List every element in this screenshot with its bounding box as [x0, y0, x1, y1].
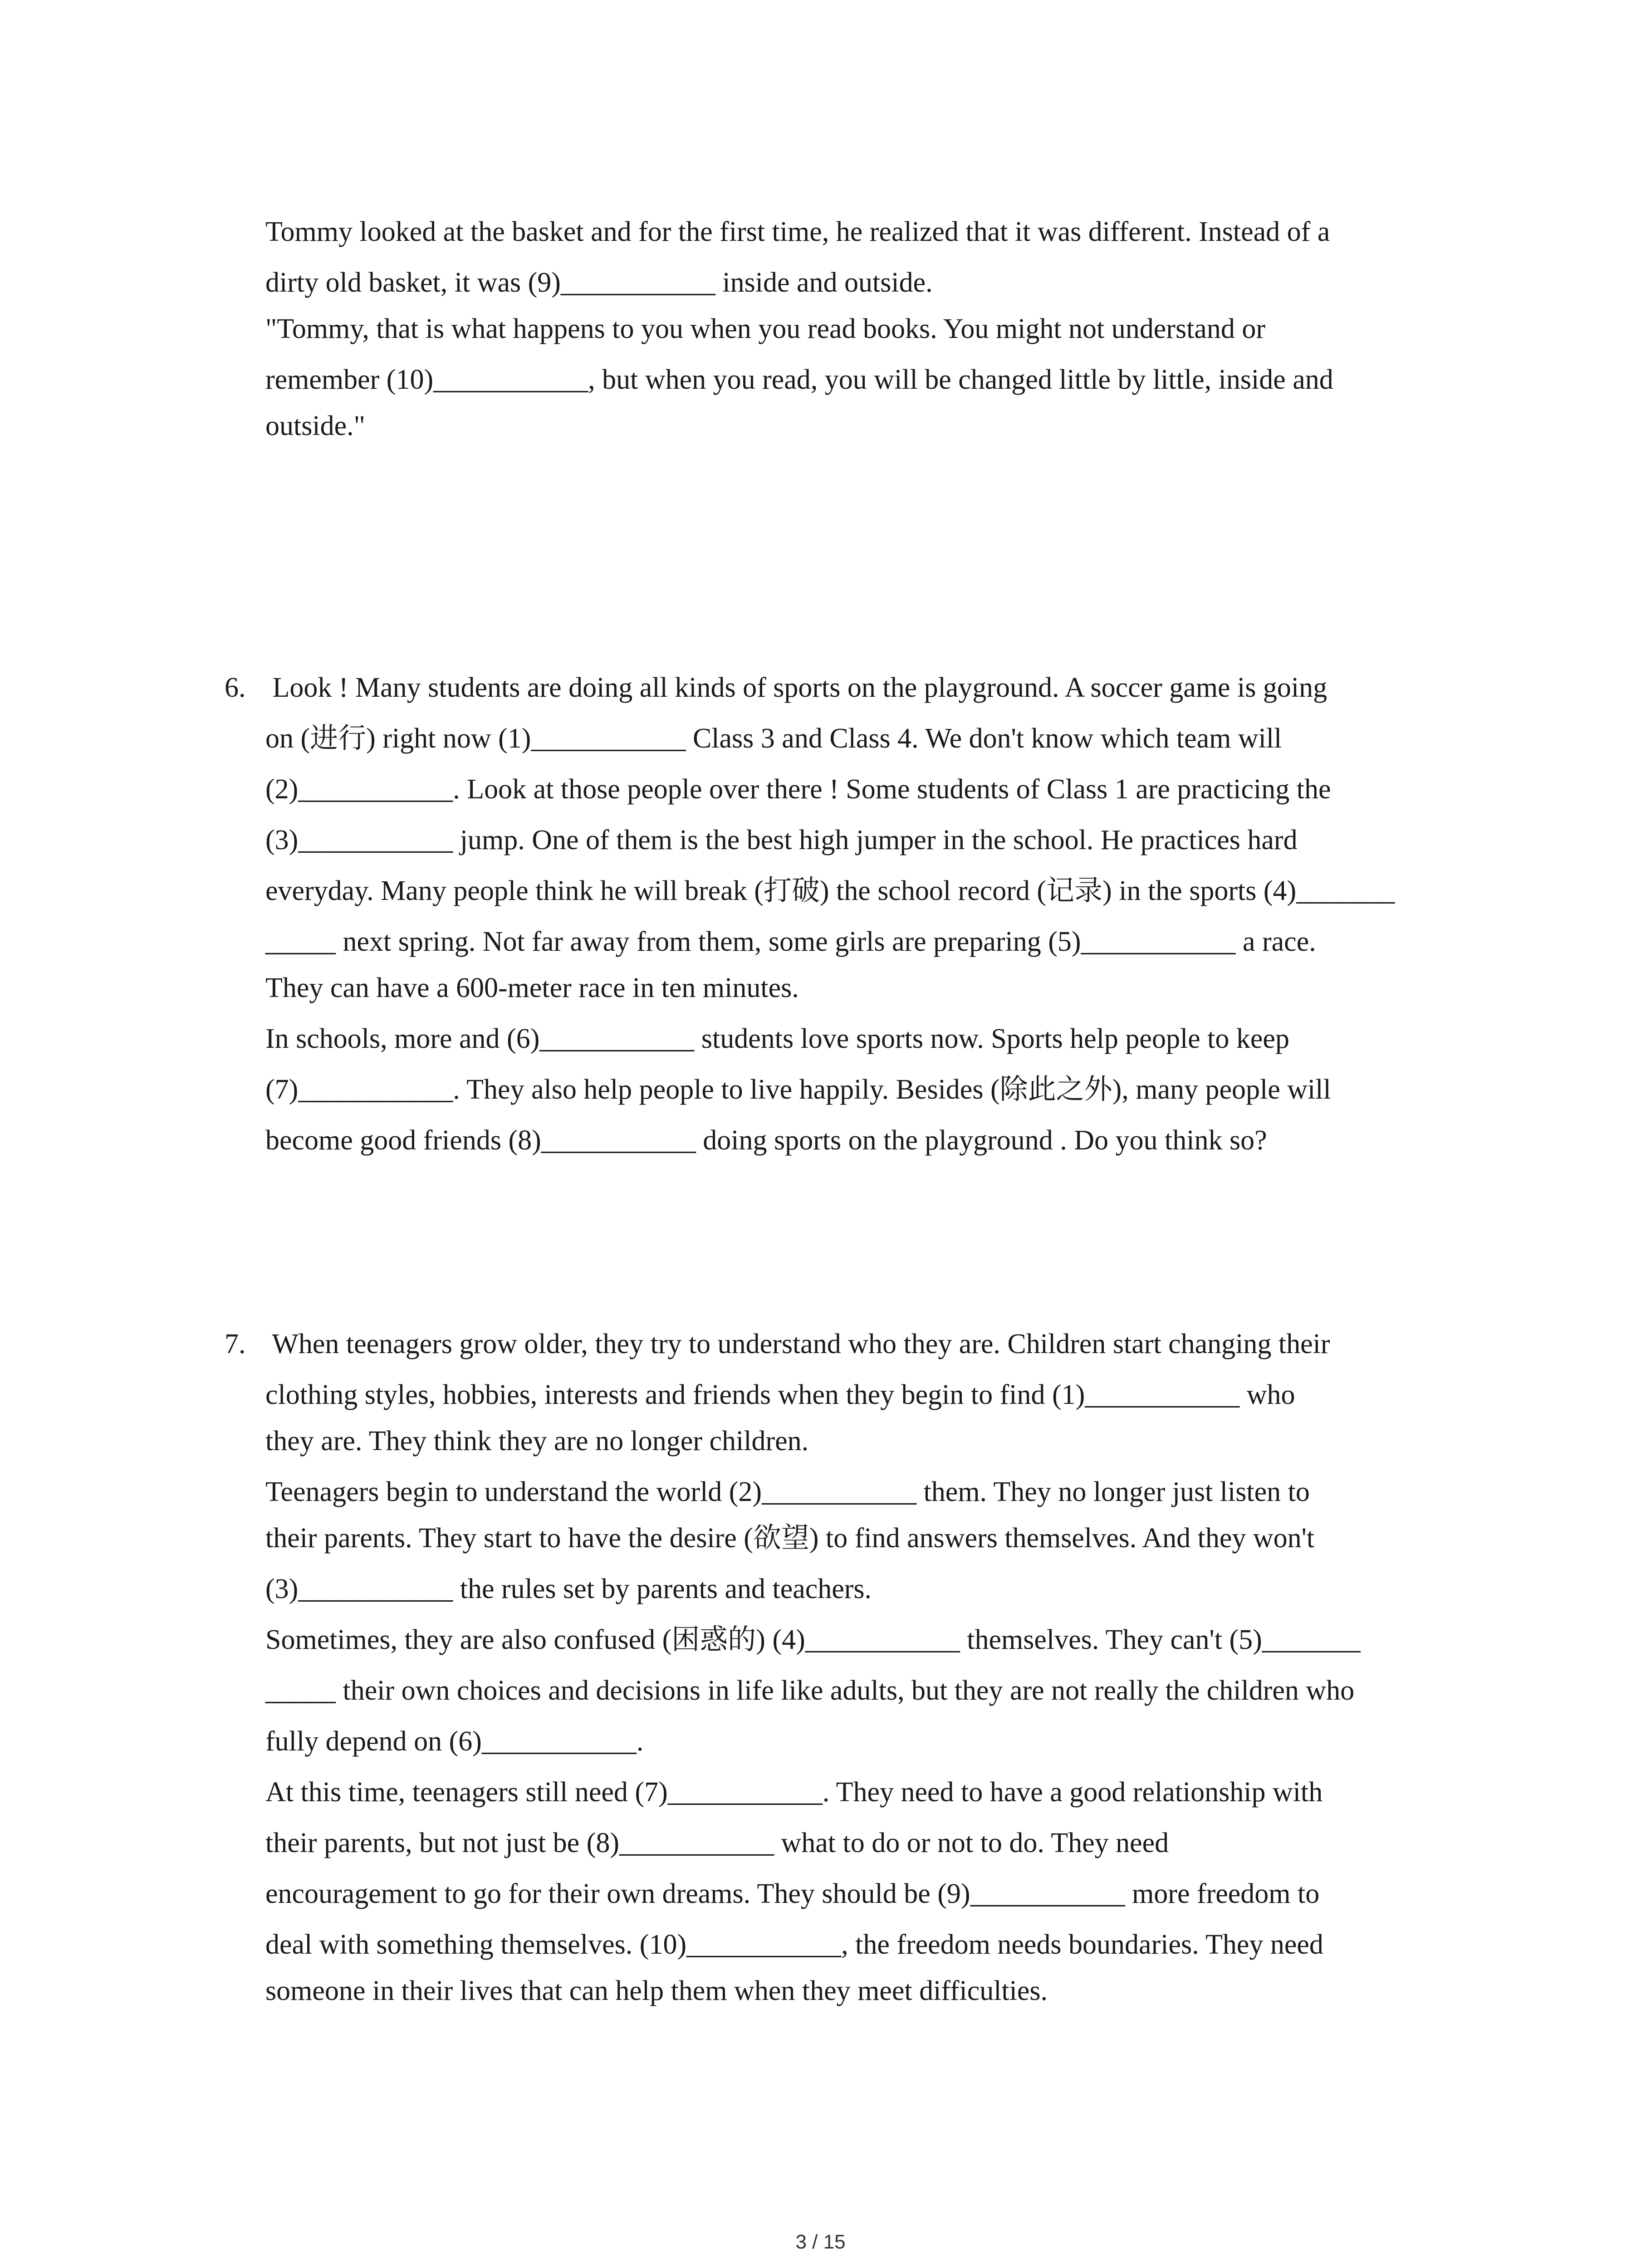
text-line: (2)___________. Look at those people over there ! Some students of Class 1 are practicing the — [265, 774, 1331, 805]
text-line: (7)___________. They also help people to live happily. Besides (除此之外), many people will — [265, 1074, 1331, 1105]
text-line: their parents. They start to have the desire (欲望) to find answers themselves. And they won't — [265, 1523, 1315, 1554]
question-number: 7. — [225, 1329, 246, 1359]
text-line: outside." — [265, 411, 365, 441]
text-line: _____ next spring. Not far away from them, some girls are preparing (5)___________ a race. — [265, 926, 1316, 957]
text-line: fully depend on (6)___________. — [265, 1726, 644, 1757]
text-line: In schools, more and (6)___________ students love sports now. Sports help people to keep — [265, 1023, 1289, 1054]
text-line: their parents, but not just be (8)___________ what to do or not to do. They need — [265, 1828, 1169, 1858]
text-line: _____ their own choices and decisions in life like adults, but they are not really the children who — [265, 1675, 1355, 1706]
text-line: Look ! Many students are doing all kinds of sports on the playground. A soccer game is going — [265, 672, 1327, 703]
page-number: 3 / 15 — [795, 2231, 846, 2253]
text-line: Teenagers begin to understand the world (2)___________ them. They no longer just listen to — [265, 1476, 1310, 1507]
text-line: dirty old basket, it was (9)___________ inside and outside. — [265, 267, 933, 298]
text-line: deal with something themselves. (10)___________, the freedom needs boundaries. They need — [265, 1929, 1323, 1960]
text-line: someone in their lives that can help them when they meet difficulties. — [265, 1975, 1048, 2006]
text-line: clothing styles, hobbies, interests and friends when they begin to find (1)___________ who — [265, 1379, 1295, 1410]
text-line: remember (10)___________, but when you read, you will be changed little by little, inside and — [265, 364, 1333, 395]
text-line: Sometimes, they are also confused (困惑的) (4)___________ themselves. They can't (5)_______ — [265, 1624, 1361, 1655]
text-line: (3)___________ jump. One of them is the best high jumper in the school. He practices hard — [265, 825, 1298, 855]
text-line: encouragement to go for their own dreams. They should be (9)___________ more freedom to — [265, 1878, 1320, 1909]
text-line: become good friends (8)___________ doing sports on the playground . Do you think so? — [265, 1125, 1267, 1156]
text-line: (3)___________ the rules set by parents and teachers. — [265, 1574, 872, 1604]
text-line: everyday. Many people think he will break (打破) the school record (记录) in the sports (4)_______ — [265, 875, 1395, 906]
text-line: they are. They think they are no longer children. — [265, 1426, 809, 1457]
text-line: When teenagers grow older, they try to understand who they are. Children start changing their — [265, 1329, 1330, 1359]
text-line: on (进行) right now (1)___________ Class 3 and Class 4. We don't know which team will — [265, 723, 1282, 754]
text-line: "Tommy, that is what happens to you when you read books. You might not understand or — [265, 313, 1265, 344]
text-line: They can have a 600-meter race in ten minutes. — [265, 973, 799, 1003]
text-line: Tommy looked at the basket and for the first time, he realized that it was different. Instead of a — [265, 216, 1330, 247]
text-line: At this time, teenagers still need (7)___________. They need to have a good relationship with — [265, 1777, 1323, 1808]
question-number: 6. — [225, 672, 246, 703]
